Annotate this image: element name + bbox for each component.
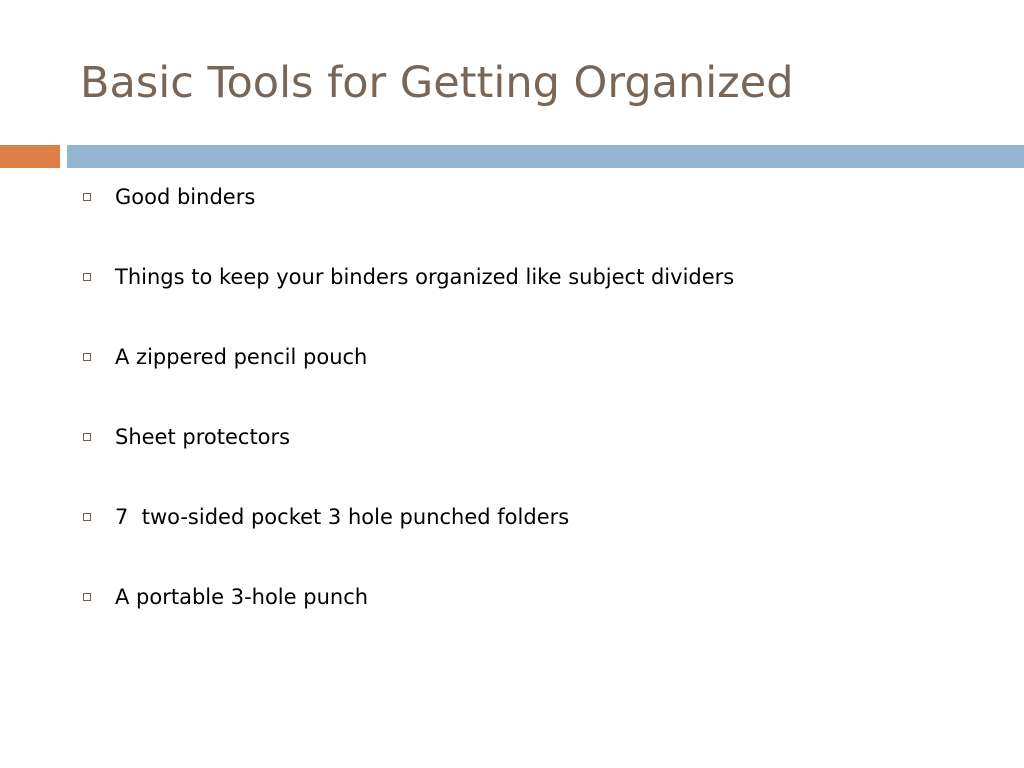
slide-title: Basic Tools for Getting Organized xyxy=(80,58,794,108)
title-accent-bar-blue xyxy=(67,145,1024,168)
bullet-text: A portable 3-hole punch xyxy=(115,585,369,609)
bullet-text: Sheet protectors xyxy=(115,425,291,449)
square-bullet-icon xyxy=(83,273,91,281)
square-bullet-icon xyxy=(83,433,91,441)
bullet-text: Things to keep your binders organized like subject dividers xyxy=(115,265,735,289)
square-bullet-icon xyxy=(83,193,91,201)
square-bullet-icon xyxy=(83,513,91,521)
bullet-text: 7 two-sided pocket 3 hole punched folders xyxy=(115,505,570,529)
bullet-text: A zippered pencil pouch xyxy=(115,345,368,369)
title-accent-bar-orange xyxy=(0,145,60,168)
square-bullet-icon xyxy=(83,353,91,361)
square-bullet-icon xyxy=(83,593,91,601)
bullet-text: Good binders xyxy=(115,185,256,209)
